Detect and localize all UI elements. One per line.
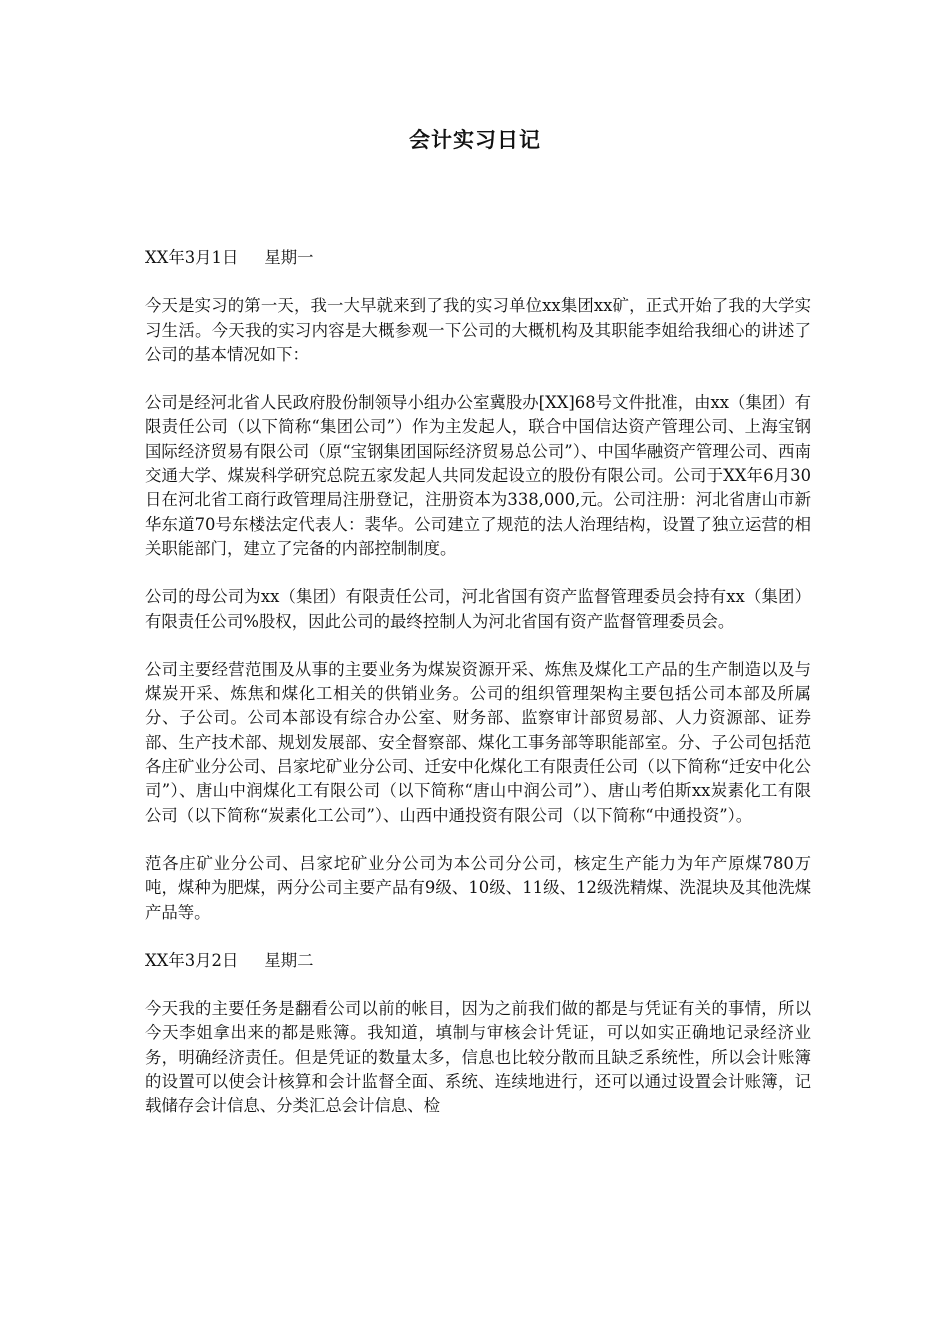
- document-body: [145, 246, 811, 1143]
- paragraph-company-background: 公司是经河北省人民政府股份制领导小组办公室冀股办[XX]68号文件批准，由xx（集团）有限责任公司（以下简称“集团公司”）作为主发起人，联合中国信达资产管理公司、上海宝钢国际经济贸易有限公司（原“宝钢集团国际经济贸易总公司”）、中国华融资产管理公司、西南交通大学、煤炭科学研究总院五家发起人共同发起设立的股份有限公司。公司于XX年6月30日在河北省工商行政管理局注册登记，注册资本为338,000,元。公司注册：河北省唐山市新华东道70号东楼法定代表人：裴华。公司建立了规范的法人治理结构，设置了独立运营的相关职能部门，建立了完备的内部控制制度。: [145, 393, 811, 558]
- paragraph-mining-branches: 范各庄矿业分公司、吕家坨矿业分公司为本公司分公司，核定生产能力为年产原煤780万吨，煤种为肥煤，两分公司主要产品有9级、10级、11级、12级洗精煤、洗混块及其他洗煤产品等。: [145, 853, 811, 922]
- paragraph-first-day: 今天是实习的第一天，我一大早就来到了我的实习单位xx集团xx矿，正式开始了我的大学实习生活。今天我的实习内容是大概参观一下公司的大概机构及其职能李姐给我细心的讲述了公司的基本情况如下：: [145, 296, 811, 364]
- entry-date-line: [145, 949, 811, 973]
- entry-date-line: [145, 246, 811, 270]
- diary-entry-march-2: [145, 949, 811, 1119]
- document-title: 会计实习日记: [409, 127, 541, 152]
- entry-date: XX年3月1日: [145, 248, 239, 267]
- entry-weekday: 星期一: [264, 248, 314, 267]
- paragraph-business-scope: 公司主要经营范围及从事的主要业务为煤炭资源开采、炼焦及煤化工产品的生产制造以及与煤炭开采、炼焦和煤化工相关的供销业务。公司的组织管理架构主要包括公司本部及所属分、子公司。公司本部设有综合办公室、财务部、监察审计部贸易部、人力资源部、证券部、生产技术部、规划发展部、安全督察部、煤化工事务部等职能部室。分、子公司包括范各庄矿业分公司、吕家坨矿业分公司、迁安中化煤化工有限责任公司（以下简称“迁安中化公司”）、唐山中润煤化工有限公司（以下简称“唐山中润公司”）、唐山考伯斯xx炭素化工有限公司（以下简称“炭素化工公司”）、山西中通投资有限公司（以下简称“中通投资”）。: [145, 659, 811, 825]
- diary-entry-march-1: [145, 246, 811, 925]
- entry-weekday: 星期二: [264, 950, 314, 970]
- paragraph-parent-company: 公司的母公司为xx（集团）有限责任公司，河北省国有资产监督管理委员会持有xx（集团）有限责任公司%股权，因此公司的最终控制人为河北省国有资产监督管理委员会。: [145, 587, 811, 631]
- paragraph-ledger-review: 今天我的主要任务是翻看公司以前的帐目，因为之前我们做的都是与凭证有关的事情，所以今天李姐拿出来的都是账簿。我知道，填制与审核会计凭证，可以如实正确地记录经济业务，明确经济责任。但是凭证的数量太多，信息也比较分散而且缺乏系统性，所以会计账簿的设置可以使会计核算和会计监督全面、系统、连续地进行，还可以通过设置会计账簿，记载储存会计信息、分类汇总会计信息、检: [145, 999, 811, 1116]
- entry-date: XX年3月2日: [145, 950, 239, 970]
